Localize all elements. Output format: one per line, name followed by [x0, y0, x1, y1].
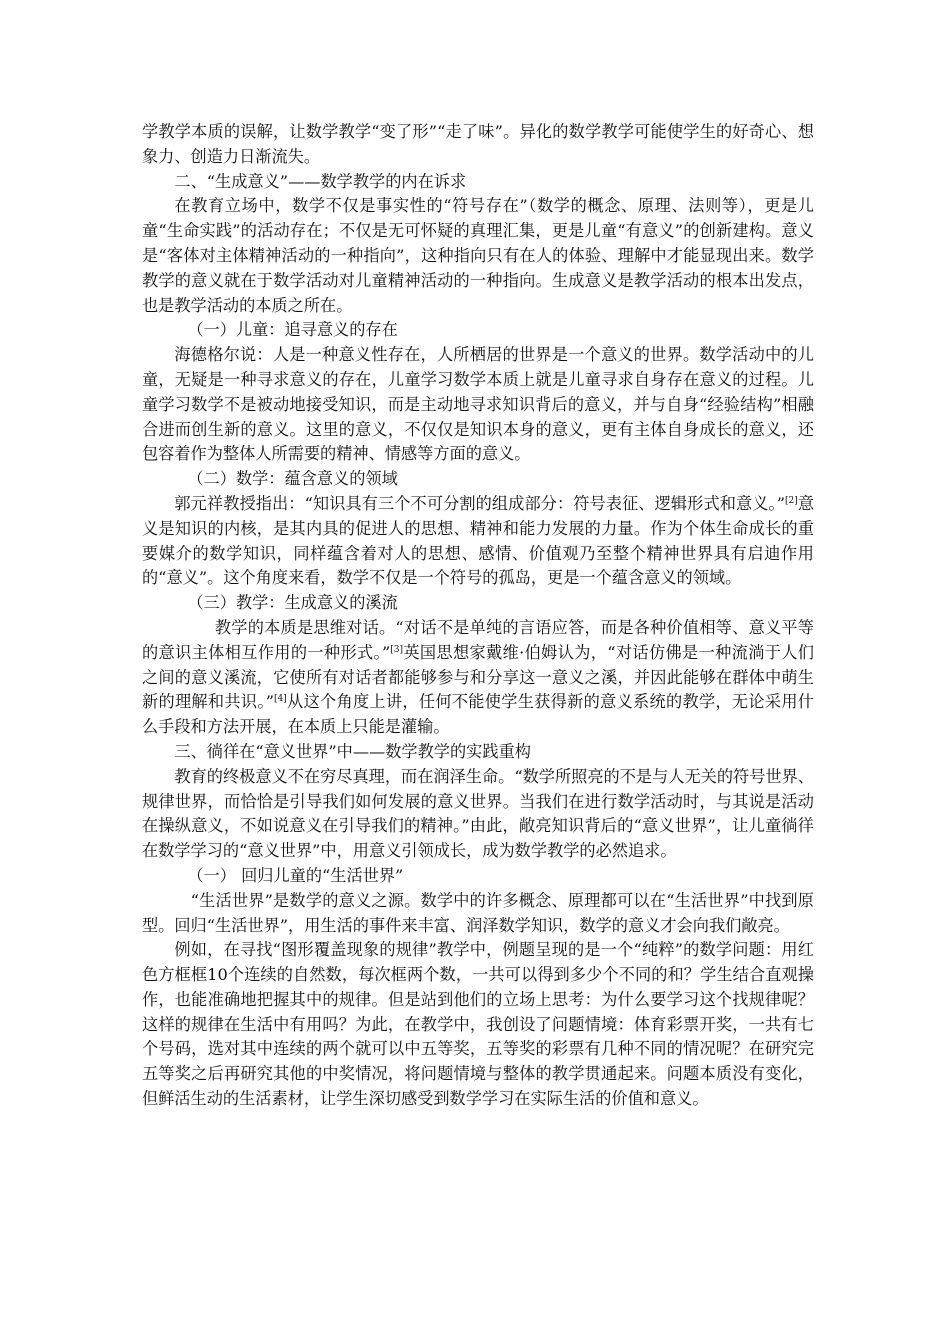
- section-heading-3: 三、徜徉在“意义世界”中——数学教学的实践重构: [174, 741, 531, 761]
- citation-ref: [3]: [390, 644, 403, 655]
- paragraph-example: 例如，在寻找“图形覆盖现象的规律”教学中，例题呈现的是一个“纯粹”的数学问题：用红色方框框10个连续的自然数，每次框两个数，一共可以得到多少个不同的和？学生结合直观操作，也能准确地把握其中的规律。但是站到他们的立场上思考：为什么要学习这个找规律呢？这样的规律在生活中有用吗？为此，在教学中，我创设了问题情境：体育彩票开奖，一共有七个号码，选对其中连续的两个就可以中五等奖，五等奖的彩票有几种不同的情况呢？在研究完五等奖之后再研究其他的中奖情况，将问题情境与整体的教学贯通起来。问题本质没有变化，但鲜活生动的生活素材，让学生深切感受到数学学习在实际生活的价值和意义。: [142, 940, 814, 1109]
- subheading-children: （一）儿童：追寻意义的存在: [187, 320, 398, 340]
- paragraph-dialogue: [142, 616, 814, 740]
- paragraph-intro-continued: 学教学本质的误解，让数学教学“变了形”“走了味”。异化的数学教学可能使学生的好奇心、想象力、创造力日渐流失。: [142, 122, 814, 166]
- paragraph-ultimate-meaning: 教育的终极意义不在穷尽真理，而在润泽生命。“数学所照亮的不是与人无关的符号世界、规律世界，而恰恰是引导我们如何发展的意义世界。当我们在进行数学活动时，与其说是活动在操纵意义，不如说意义在引导我们的精神。”由此，敞亮知识背后的“意义世界”，让儿童徜徉在数学学习的“意义世界”中，用意义引领成长，成为数学教学的必然追求。: [142, 766, 814, 861]
- document-page: [142, 120, 814, 1112]
- subheading-mathematics: （二）数学：蕴含意义的领域: [187, 469, 398, 489]
- subheading-teaching: （三）教学：生成意义的溪流: [187, 593, 398, 613]
- paragraph-text: 英国思想家戴维·伯姆认为，“对话仿佛是一种流淌于人们之间的意义溪流，它使所有对话者都能够参与和分享这一意义之溪，并因此能够在群体中萌生新的理解和共识。”: [142, 642, 814, 712]
- citation-ref: [4]: [274, 694, 287, 705]
- paragraph-text: 从这个角度上讲，任何不能使学生获得新的意义系统的教学，无论采用什么手段和方法开展，在本质上只能是灌输。: [142, 692, 814, 737]
- paragraph-educational-stance: 在教育立场中，数学不仅是事实性的“符号存在”（数学的概念、原理、法则等），更是儿童“生命实践”的活动存在；不仅是无可怀疑的真理汇集，更是儿童“有意义”的创新建构。意义是“客体对主体精神活动的一种指向”，这种指向只有在人的体验、理解中才能显现出来。数学教学的意义就在于数学活动对儿童精神活动的一种指向。生成意义是教学活动的根本出发点，也是教学活动的本质之所在。: [142, 196, 814, 315]
- paragraph-text: 意义是知识的内核，是其内具的促进人的思想、精神和能力发展的力量。作为个体生命成长的重要媒介的数学知识，同样蕴含着对人的思想、感情、价值观乃至整个精神世界具有启迪作用的“意义”。这个角度来看，数学不仅是一个符号的孤岛，更是一个蕴含意义的领域。: [142, 493, 815, 588]
- quote-text: 郭元祥教授指出：“知识具有三个不可分割的组成部分：符号表征、逻辑形式和意义。”: [174, 493, 785, 513]
- paragraph-life-world: “生活世界”是数学的意义之源。数学中的许多概念、原理都可以在“生活世界”中找到原型。回归“生活世界”，用生活的事件来丰富、润泽数学知识，数学的意义才会向我们敞亮。: [142, 890, 814, 935]
- paragraph-guo-yuanxiang: [142, 492, 814, 591]
- citation-ref: [2]: [784, 495, 798, 506]
- subheading-life-world: （一） 回归儿童的“生活世界”: [187, 865, 404, 885]
- quote-text: 教学的本质是思维对话。“对话不是单纯的言语应答，而是各种价值相等、意义平等的意识主体相互作用的一种形式。”: [142, 617, 814, 662]
- paragraph-heidegger: 海德格尔说：人是一种意义性存在，人所栖居的世界是一个意义的世界。数学活动中的儿童，无疑是一种寻求意义的存在，儿童学习数学本质上就是儿童寻求自身存在意义的过程。儿童学习数学不是被动地接受知识，而是主动地寻求知识背后的意义，并与自身“经验结构”相融合进而创生新的意义。这里的意义，不仅仅是知识本身的意义，更有主体自身成长的意义，还包容着作为整体人所需要的精神、情感等方面的意义。: [142, 345, 814, 464]
- section-heading-2: 二、“生成意义”——数学教学的内在诉求: [174, 171, 467, 191]
